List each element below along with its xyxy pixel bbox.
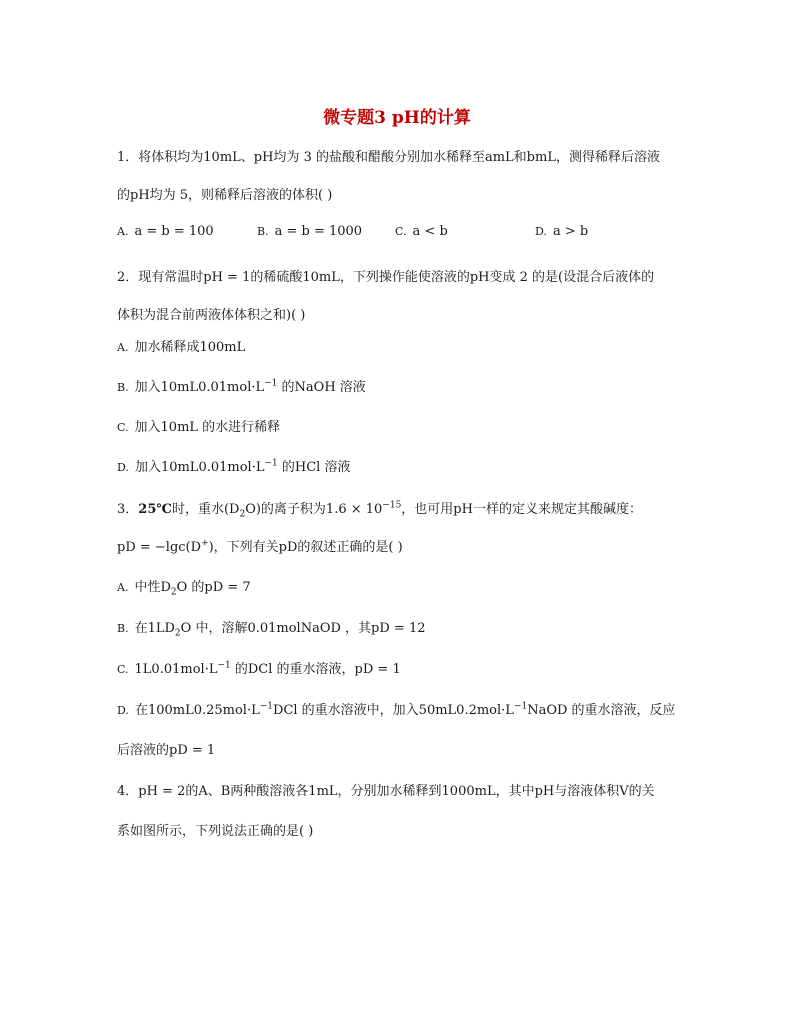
text-segment: ，也可用pH一样的定义来规定其酸碱度： [401,502,642,517]
q2-stem-line1: 2．现有常温时pH = 1的稀硫酸10mL，下列操作能使溶液的pH变成 2 的是(设混合后液体的 [117,270,655,285]
superscript: −15 [382,500,402,511]
superscript: −1 [513,701,528,712]
option-text: a = b = 100 [134,224,214,239]
option-text: a > b [552,224,589,239]
q3-option-c [117,658,401,677]
text-segment: 时，重水(D [171,502,240,517]
option-text: 加入10mL0.01mol·L [134,380,265,395]
option-label: D. [117,704,129,717]
option-text: a < b [412,224,448,239]
superscript: −1 [264,378,278,389]
q3-option-a [117,576,251,598]
option-text: 加水稀释成100mL [134,340,246,355]
question-number: 3． [117,502,139,517]
q2-stem-line2: 体积为混合前两液体体积之和)( ) [117,308,306,323]
option-label: B. [117,381,129,394]
option-label: C. [117,663,129,676]
option-label: A. [117,225,129,238]
option-label: D. [117,461,129,474]
option-label: B. [117,622,129,635]
q3-option-d [117,699,676,718]
superscript: −1 [217,660,231,671]
option-text: 中性D [134,580,171,595]
q3-stem-line2 [117,536,403,555]
q2-option-a [117,336,245,355]
q4-stem-line2: 系如图所示，下列说法正确的是( ) [117,824,314,839]
option-text: 加入10mL 的水进行稀释 [134,420,281,435]
subscript: 2 [174,628,181,639]
page-title: 微专题3 pH的计算 [323,108,471,128]
option-text: a = b = 1000 [274,224,363,239]
q2-option-d [117,456,350,475]
q3-option-d-line2: 后溶液的pD = 1 [117,743,216,758]
subscript: 2 [170,587,177,598]
option-text-tail: NaOD 的重水溶液，反应 [527,703,676,718]
q2-option-c [117,416,280,435]
superscript: + [201,538,209,549]
subscript: 2 [239,509,246,520]
option-text: 在1LD [134,621,175,636]
option-label: A. [117,341,129,354]
q2-option-b [117,376,366,395]
text-segment: )，下列有关pD的叙述正确的是( ) [208,540,403,555]
option-text-tail: O 中，溶解0.01molNaOD ，其pD = 12 [180,621,426,636]
option-text-tail: 的HCl 溶液 [277,460,351,475]
option-label: A. [117,581,129,594]
q1-option-a [117,224,214,239]
option-text-middle: DCl 的重水溶液中，加入50mL0.2mol·L [273,703,514,718]
option-label: D. [535,225,547,238]
option-label: C. [395,225,407,238]
option-label: B. [257,225,269,238]
superscript: −1 [264,458,278,469]
option-text-tail: O 的pD = 7 [176,580,251,595]
q1-stem-line2: 的pH均为 5，则稀释后溶液的体积( ) [117,188,333,203]
option-text-tail: 的NaOH 溶液 [277,380,366,395]
q1-option-b [257,224,362,239]
q3-option-b [117,617,426,639]
temperature: 25℃ [138,502,172,517]
text-segment: O)的离子积为1.6 × 10 [245,502,383,517]
option-label: C. [117,421,129,434]
option-text: 加入10mL0.01mol·L [134,460,265,475]
option-text-tail: 的DCl 的重水溶液，pD = 1 [230,662,401,677]
option-text: 在100mL0.25mol·L [134,703,260,718]
q1-option-d [535,224,588,239]
formula-segment: pD = −lgc(D [117,540,202,555]
superscript: −1 [259,701,274,712]
q4-stem-line1: 4．pH = 2的A、B两种酸溶液各1mL，分别加水稀释到1000mL，其中pH与溶液体积V的关 [117,784,655,799]
q1-option-c [395,224,448,239]
q1-stem-line1: 1．将体积均为10mL、pH均为 3 的盐酸和醋酸分别加水稀释至amL和bmL，测得稀释后溶液 [117,150,660,165]
q3-stem-line1 [117,498,642,520]
option-text: 1L0.01mol·L [134,662,218,677]
